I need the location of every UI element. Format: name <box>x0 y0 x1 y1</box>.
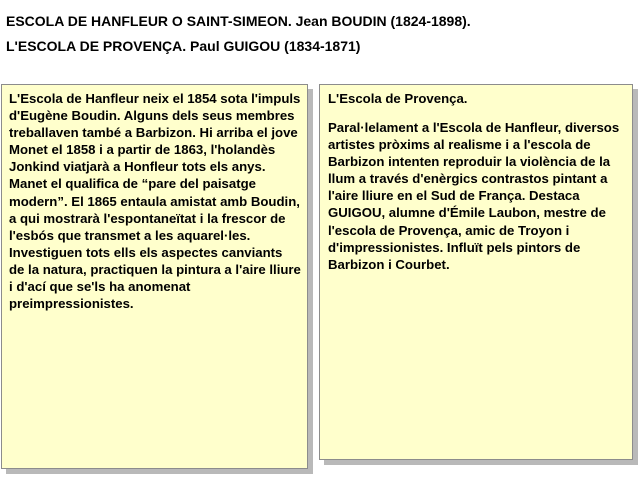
provenca-paragraph: Paral·lelament a l'Escola de Hanfleur, diversos artistes pròxims al realisme i a l'escola de Barbizon intenten reproduir la violència de la llum a través d'enèrgics contrastos pintant a l'aire lliure en el Sud de França. Destaca GUIGOU, alumne d'Émile Laubon, mestre de l'escola de Provença, amic de Troyon i d'impressionistes. Influït pels pintors de Barbizon i Courbet. <box>328 120 620 272</box>
hanfleur-text-panel <box>1 84 308 469</box>
slide-header <box>6 13 634 54</box>
header-title-guigou: L'ESCOLA DE PROVENÇA. Paul GUIGOU (1834-1871) <box>6 38 361 54</box>
provenca-text-panel <box>319 84 633 460</box>
header-title-boudin: ESCOLA DE HANFLEUR O SAINT-SIMEON. Jean BOUDIN (1824-1898). <box>6 13 471 29</box>
provenca-panel-title: L'Escola de Provença. <box>328 91 468 106</box>
hanfleur-paragraph: L'Escola de Hanfleur neix el 1854 sota l'impuls d'Eugène Boudin. Alguns dels seus membres treballaven també a Barbizon. Hi arriba el jove Monet el 1858 i a partir de 1863, l'holandès Jonkind viatjarà a Honfleur tots els anys. Manet el qualifica de “pare del paisatge modern”. El 1865 entaula amistat amb Boudin, a qui mostrarà l'espontaneïtat i la frescor de l'esbós que transmet a les aquarel·les. Investiguen tots ells els aspectes canviants de la natura, practiquen la pintura a l'aire lliure i d'ací que se'ls ha anomenat preimpressionistes. <box>9 91 301 312</box>
